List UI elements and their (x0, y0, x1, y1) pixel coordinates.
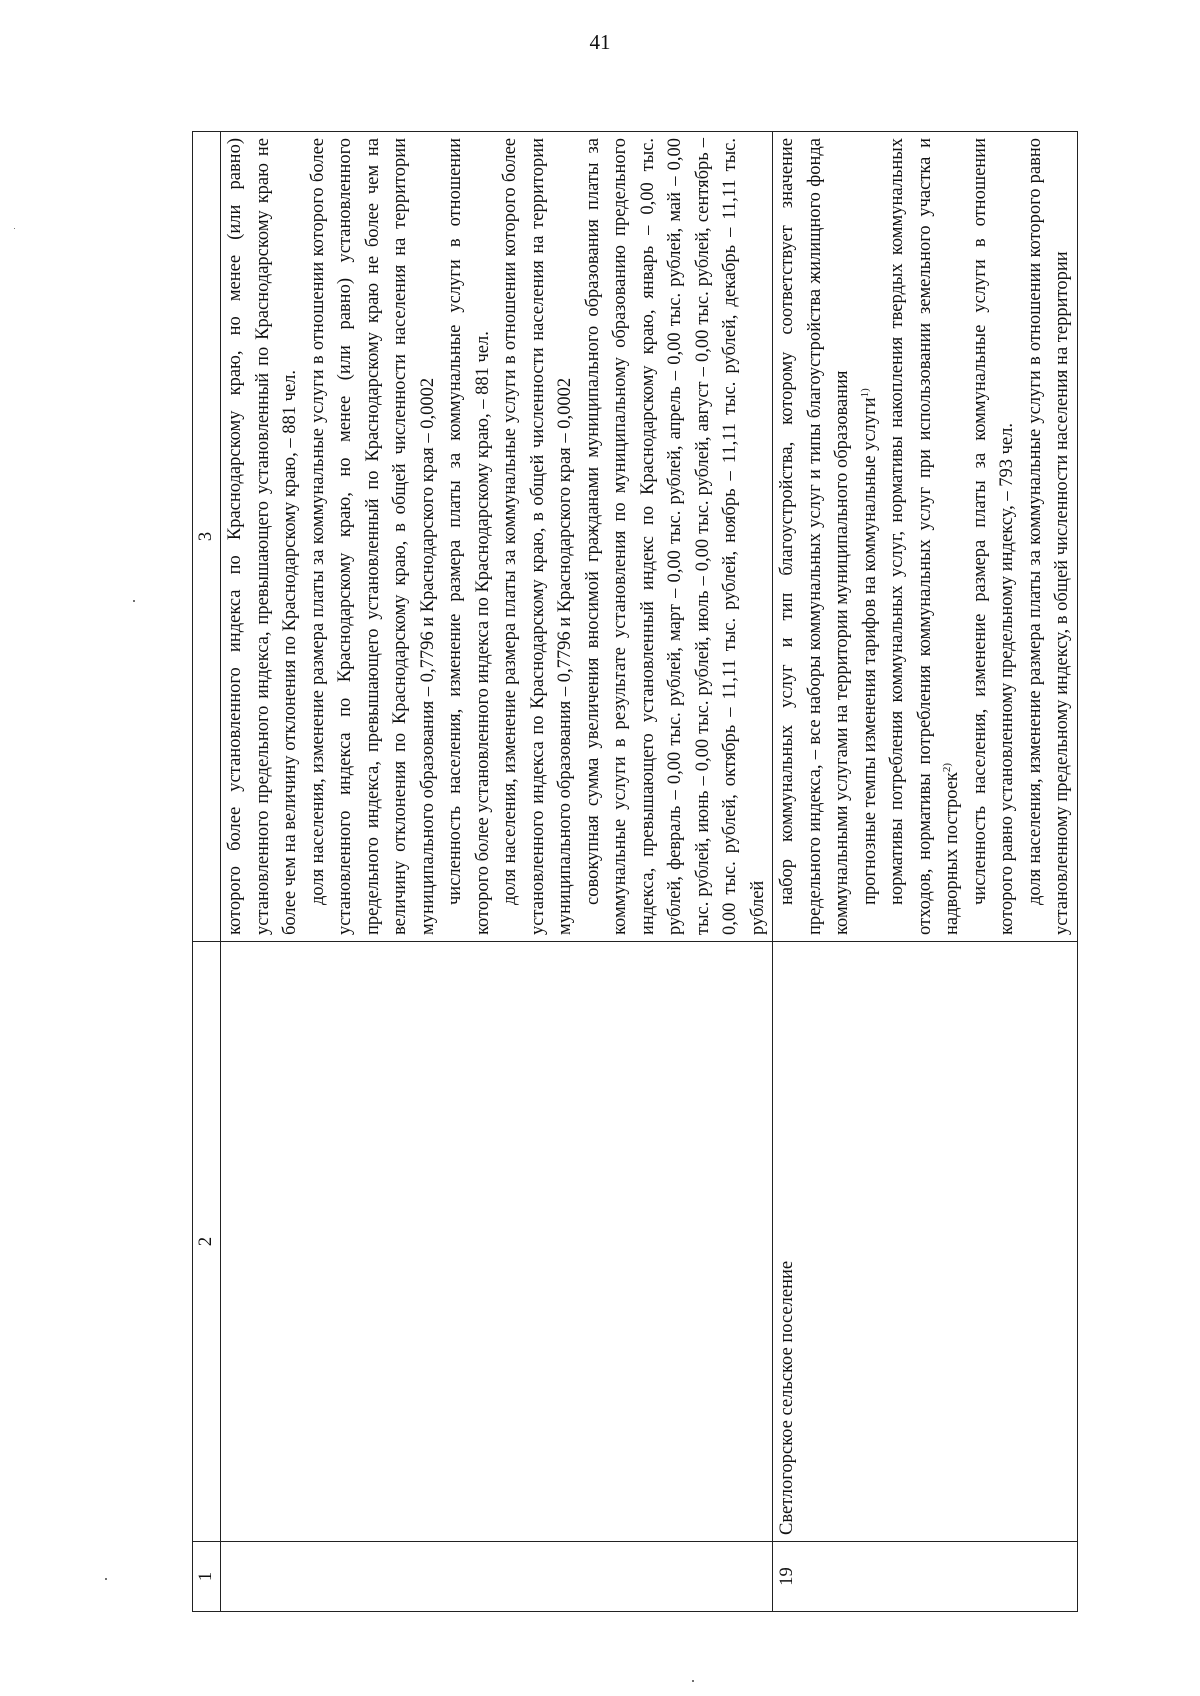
paragraph-text: нормативы потребления коммунальных услуг, нормативы накопления твердых коммунальных отходов, нормативы потребления коммунальных услуг при использовании земельного участка и надворных построек (887, 138, 962, 935)
header-cell-2: 2 (193, 942, 221, 1542)
scan-speck (105, 1578, 107, 1580)
description-paragraph: набор коммунальных услуг и тип благоустройства, которому соответствует значение предельного индекса, – все наборы коммунальных услуг и типы благоустройства жилищного фонда коммунальными услугами на территории муниципального образования (777, 138, 852, 935)
description-cell (221, 132, 773, 942)
description-paragraph: численность населения, изменение размера платы за коммунальные услуги в отношении которого равно установленному предельному индексу, – 793 чел. (969, 138, 1017, 935)
scan-speck (692, 1680, 694, 1682)
description-paragraph: доля населения, изменение размера платы за коммунальные услуги в отношении которого более установленного индекса по Краснодарскому краю, в общей численности населения на территории муниципального образования – 0,7796 и Краснодарского края – 0,0002 (500, 138, 575, 935)
paragraph-text: прогнозные темпы изменения тарифов на коммунальные услуги (859, 397, 880, 905)
description-paragraph: совокупная сумма увеличения вносимой гражданами муниципального образования платы за коммунальные услуги в результате установления по муниципальному образованию предельного индекса, превышающего установленный индекс по Краснодарскому краю, январь – 0,00 тыс. рублей, февраль – 0,00 тыс. рублей, март – 0,00 тыс. рублей, апрель – 0,00 тыс. рублей, май – 0,00 тыс. рублей, июнь – 0,00 тыс. рублей, июль – 0,00 тыс. рублей, август – 0,00 тыс. рублей, сентябрь – 0,00 тыс. рублей, октябрь – 11,11 тыс. рублей, ноябрь – 11,11 тыс. рублей, декабрь – 11,11 тыс. рублей (582, 138, 768, 935)
description-paragraph: доля населения, изменение размера платы за коммунальные услуги в отношении которого равно установленному предельному индексу, в общей численности населения на территории (1024, 138, 1072, 935)
header-cell-1: 1 (193, 1542, 221, 1612)
rotated-table-wrapper (192, 132, 1072, 1612)
settlement-cell: Светлогорское сельское поселение (773, 942, 1078, 1542)
row-number-cell: 19 (773, 1542, 1078, 1612)
indices-table (192, 131, 1078, 1612)
table-row (221, 132, 773, 1612)
table-row (773, 132, 1078, 1612)
scan-speck (14, 228, 15, 229)
page-number: 41 (589, 30, 611, 54)
settlement-cell (221, 942, 773, 1542)
description-paragraph: численность населения, изменение размера платы за коммунальные услуги в отношении которого более установленного индекса по Краснодарскому краю, – 881 чел. (445, 138, 493, 935)
description-paragraph: которого более установленного индекса по Краснодарскому краю, но менее (или равно) установленного предельного индекса, превышающего установленный по Краснодарскому краю не более чем на величину отклонения по Краснодарскому краю, – 881 чел. (225, 138, 300, 935)
scan-speck (133, 600, 135, 602)
description-paragraph (884, 138, 967, 935)
table-header-row (193, 132, 221, 1612)
description-cell (773, 132, 1078, 942)
footnote-mark: 2) (940, 762, 953, 773)
header-cell-3: 3 (193, 132, 221, 942)
row-number-cell (221, 1542, 773, 1612)
footnote-mark: 1) (858, 388, 871, 398)
description-paragraph (857, 138, 885, 935)
description-paragraph: доля населения, изменение размера платы за коммунальные услуги в отношении которого более установленного индекса по Краснодарскому краю, но менее (или равно) установленного предельного индекса, превышающего установленный по Краснодарскому краю не более чем на величину отклонения по Краснодарскому краю, в общей численности населения на территории муниципального образования – 0,7796 и Краснодарского края – 0,0002 (307, 138, 438, 935)
